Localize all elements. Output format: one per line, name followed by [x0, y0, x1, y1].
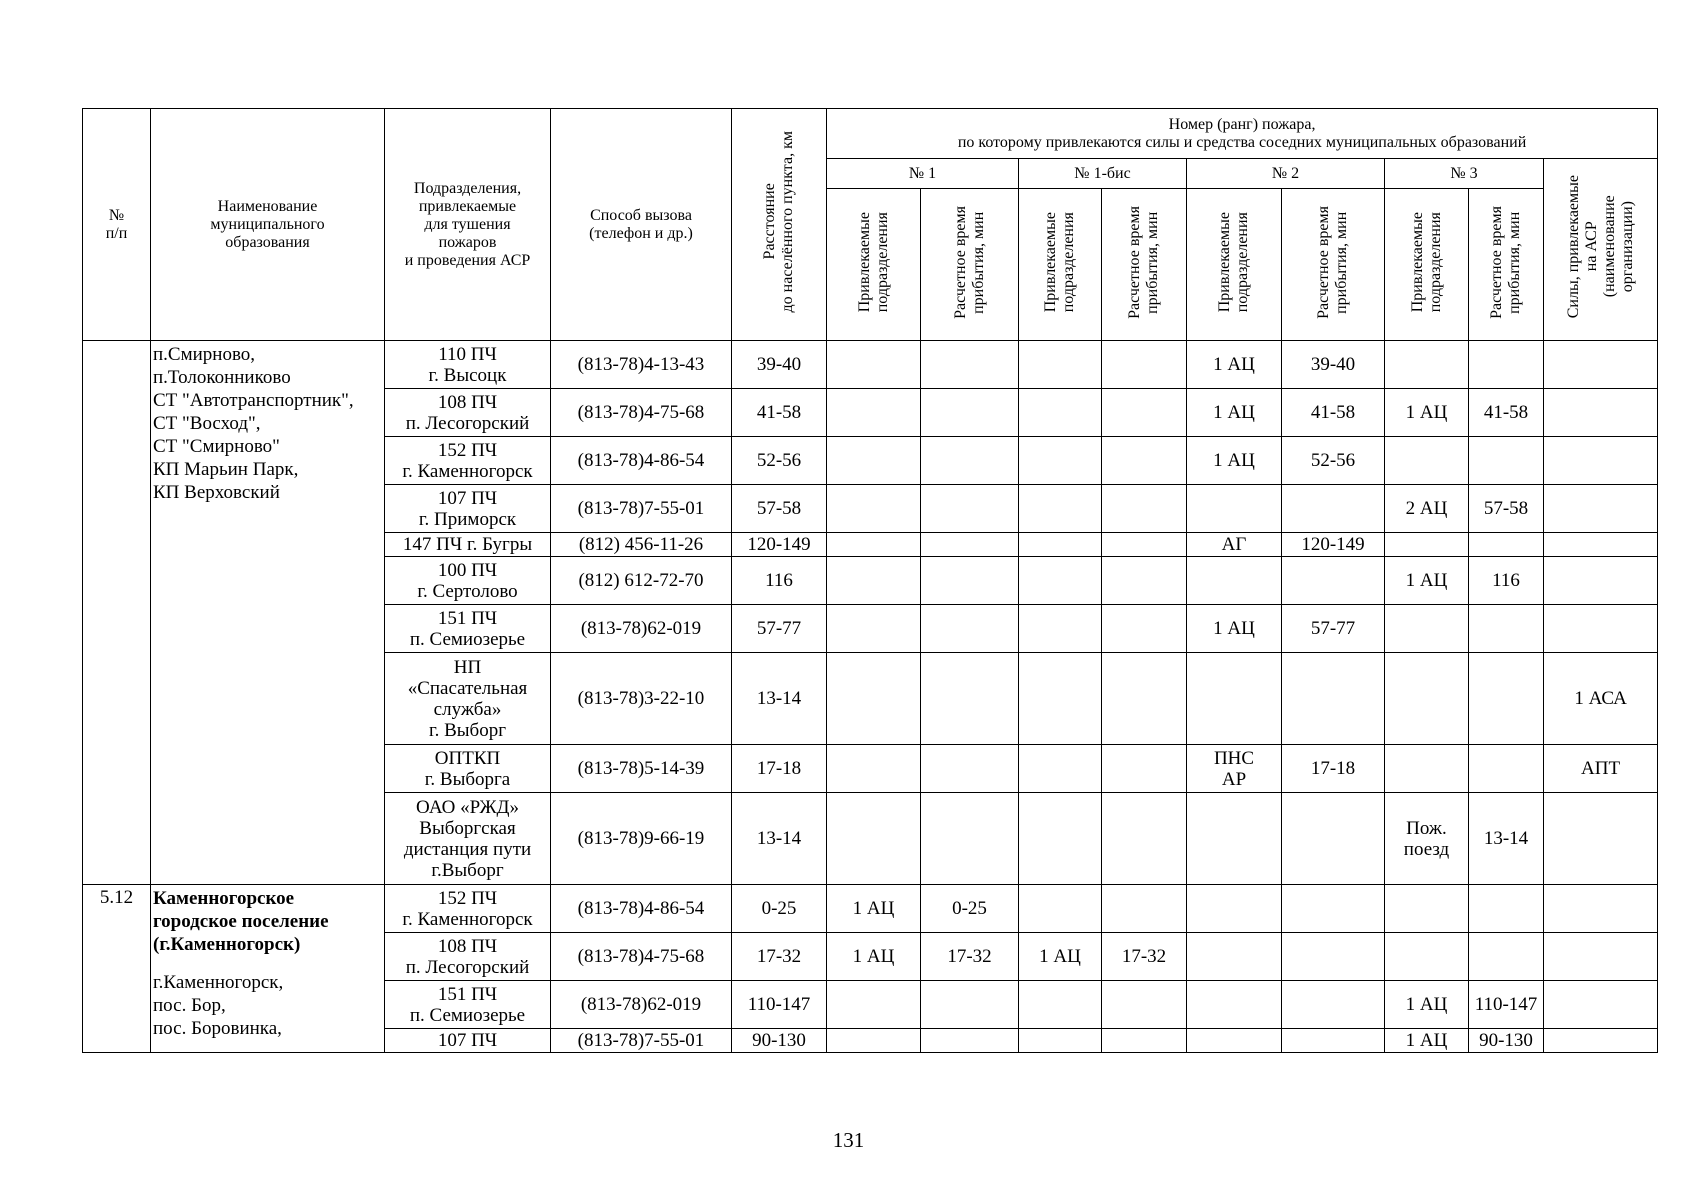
municipality-title: Каменногорское городское поселение (г.Каменногорск): [153, 888, 329, 955]
unit-cell: 152 ПЧ г. Каменногорск: [385, 437, 551, 485]
header-rank-2: № 2: [1187, 159, 1385, 189]
r3-units: [1385, 437, 1469, 485]
r2-units: ПНС АР: [1187, 745, 1282, 793]
asr-cell: АПТ: [1544, 745, 1658, 793]
phone-cell: (813-78)7-55-01: [551, 485, 732, 533]
r3-time: 57-58: [1469, 485, 1544, 533]
r3-time: [1469, 341, 1544, 389]
distance-cell: 17-32: [732, 933, 827, 981]
phone-cell: (813-78)62-019: [551, 981, 732, 1029]
r1b-units: [1019, 485, 1102, 533]
header-rank-1bis: № 1-бис: [1019, 159, 1187, 189]
header-r3-time: Расчетное время прибытия, мин: [1469, 189, 1544, 341]
r1b-units: [1019, 389, 1102, 437]
r1b-units: [1019, 793, 1102, 885]
r2-time: [1282, 557, 1385, 605]
r1-time: [921, 341, 1019, 389]
distance-cell: 17-18: [732, 745, 827, 793]
header-distance: Расстояние до населённого пункта, км: [732, 109, 827, 341]
r1-time: [921, 605, 1019, 653]
settlement-list: г.Каменногорск, пос. Бор, пос. Боровинка,: [153, 972, 284, 1039]
phone-cell: (813-78)4-86-54: [551, 885, 732, 933]
r1-time: [921, 485, 1019, 533]
r3-units: Пож. поезд: [1385, 793, 1469, 885]
header-rank-1: № 1: [827, 159, 1019, 189]
r1-units: 1 АЦ: [827, 885, 921, 933]
distance-cell: 13-14: [732, 793, 827, 885]
r1-units: [827, 437, 921, 485]
r3-units: 1 АЦ: [1385, 557, 1469, 605]
r3-units: [1385, 653, 1469, 745]
r3-time: [1469, 437, 1544, 485]
r3-units: [1385, 885, 1469, 933]
r1b-time: [1102, 485, 1187, 533]
r2-time: 52-56: [1282, 437, 1385, 485]
unit-cell: 107 ПЧ г. Приморск: [385, 485, 551, 533]
asr-cell: [1544, 1029, 1658, 1053]
phone-cell: (813-78)5-14-39: [551, 745, 732, 793]
r2-units: 1 АЦ: [1187, 605, 1282, 653]
r2-units: [1187, 653, 1282, 745]
r3-time: 90-130: [1469, 1029, 1544, 1053]
distance-cell: 39-40: [732, 341, 827, 389]
r1-time: [921, 437, 1019, 485]
asr-cell: [1544, 485, 1658, 533]
r1-units: 1 АЦ: [827, 933, 921, 981]
r1b-units: [1019, 745, 1102, 793]
phone-cell: (813-78)4-75-68: [551, 933, 732, 981]
r1b-time: [1102, 981, 1187, 1029]
phone-cell: (813-78)4-75-68: [551, 389, 732, 437]
header-r1b-time: Расчетное время прибытия, мин: [1102, 189, 1187, 341]
document-page: [82, 108, 1657, 1053]
asr-cell: [1544, 341, 1658, 389]
unit-cell: 147 ПЧ г. Бугры: [385, 533, 551, 557]
r2-time: 39-40: [1282, 341, 1385, 389]
r3-time: 110-147: [1469, 981, 1544, 1029]
phone-cell: (813-78)4-86-54: [551, 437, 732, 485]
r1-time: [921, 533, 1019, 557]
asr-cell: [1544, 933, 1658, 981]
phone-cell: (813-78)9-66-19: [551, 793, 732, 885]
header-call: Способ вызова (телефон и др.): [551, 109, 732, 341]
header-r3-units: Привлекаемые подразделения: [1385, 189, 1469, 341]
r1-time: 17-32: [921, 933, 1019, 981]
r3-time: 116: [1469, 557, 1544, 605]
distance-cell: 41-58: [732, 389, 827, 437]
unit-cell: ОПТКП г. Выборга: [385, 745, 551, 793]
fire-forces-table: [82, 108, 1658, 1053]
page-number: 131: [832, 1128, 865, 1152]
phone-cell: (812) 612-72-70: [551, 557, 732, 605]
r3-time: [1469, 885, 1544, 933]
r3-units: [1385, 605, 1469, 653]
r1b-time: [1102, 1029, 1187, 1053]
table-body: [83, 341, 1658, 1053]
r1b-units: 1 АЦ: [1019, 933, 1102, 981]
r2-units: 1 АЦ: [1187, 341, 1282, 389]
asr-cell: [1544, 605, 1658, 653]
asr-cell: [1544, 885, 1658, 933]
r1-time: [921, 557, 1019, 605]
header-mo: Наименование муниципального образования: [151, 109, 385, 341]
unit-cell: 151 ПЧ п. Семиозерье: [385, 981, 551, 1029]
phone-cell: (812) 456-11-26: [551, 533, 732, 557]
municipality-name: [151, 341, 385, 885]
r1b-units: [1019, 653, 1102, 745]
phone-cell: (813-78)4-13-43: [551, 341, 732, 389]
r1b-time: [1102, 793, 1187, 885]
r1-time: [921, 793, 1019, 885]
header-r1b-units: Привлекаемые подразделения: [1019, 189, 1102, 341]
r1-units: [827, 745, 921, 793]
asr-cell: [1544, 557, 1658, 605]
asr-cell: 1 АСА: [1544, 653, 1658, 745]
r1b-time: [1102, 389, 1187, 437]
asr-cell: [1544, 389, 1658, 437]
r2-time: [1282, 485, 1385, 533]
r1b-units: [1019, 557, 1102, 605]
r3-time: 41-58: [1469, 389, 1544, 437]
r2-units: [1187, 485, 1282, 533]
header-r2-units: Привлекаемые подразделения: [1187, 189, 1282, 341]
r2-time: [1282, 885, 1385, 933]
r1b-time: [1102, 533, 1187, 557]
r2-time: [1282, 653, 1385, 745]
row-number: 5.12: [83, 885, 151, 1053]
unit-cell: 151 ПЧ п. Семиозерье: [385, 605, 551, 653]
r1-units: [827, 533, 921, 557]
r2-time: 17-18: [1282, 745, 1385, 793]
r1-time: [921, 981, 1019, 1029]
r3-units: 1 АЦ: [1385, 1029, 1469, 1053]
r1-units: [827, 1029, 921, 1053]
r1b-units: [1019, 605, 1102, 653]
r2-time: 120-149: [1282, 533, 1385, 557]
asr-cell: [1544, 437, 1658, 485]
settlement-list: п.Смирново, п.Толоконниково СТ "Автотранспортник", СТ "Восход", СТ "Смирново" КП Марьин Парк, КП Верховский: [153, 344, 354, 503]
phone-cell: (813-78)3-22-10: [551, 653, 732, 745]
distance-cell: 13-14: [732, 653, 827, 745]
r1b-units: [1019, 341, 1102, 389]
distance-cell: 57-58: [732, 485, 827, 533]
header-asr: Силы, привлекаемые на АСР (наименование организации): [1544, 159, 1658, 341]
header-r2-time: Расчетное время прибытия, мин: [1282, 189, 1385, 341]
r3-time: [1469, 653, 1544, 745]
unit-cell: 100 ПЧ г. Сертолово: [385, 557, 551, 605]
r1b-time: [1102, 557, 1187, 605]
unit-cell: 110 ПЧ г. Высоцк: [385, 341, 551, 389]
r1b-units: [1019, 437, 1102, 485]
r1-units: [827, 389, 921, 437]
header-num: № п/п: [83, 109, 151, 341]
r3-units: 1 АЦ: [1385, 981, 1469, 1029]
unit-cell: НП «Спасательная служба» г. Выборг: [385, 653, 551, 745]
r1b-time: 17-32: [1102, 933, 1187, 981]
asr-cell: [1544, 533, 1658, 557]
r3-units: [1385, 933, 1469, 981]
r3-units: [1385, 341, 1469, 389]
r2-units: [1187, 1029, 1282, 1053]
r3-time: [1469, 933, 1544, 981]
r2-units: [1187, 933, 1282, 981]
unit-cell: 108 ПЧ п. Лесогорский: [385, 389, 551, 437]
r1-time: 0-25: [921, 885, 1019, 933]
r1b-time: [1102, 437, 1187, 485]
r3-time: [1469, 605, 1544, 653]
r1-units: [827, 793, 921, 885]
distance-cell: 120-149: [732, 533, 827, 557]
r1-time: [921, 653, 1019, 745]
r2-time: [1282, 981, 1385, 1029]
unit-cell: 152 ПЧ г. Каменногорск: [385, 885, 551, 933]
header-r1-units: Привлекаемые подразделения: [827, 189, 921, 341]
r1-units: [827, 653, 921, 745]
table-row: [83, 885, 1658, 933]
distance-cell: 116: [732, 557, 827, 605]
r3-time: [1469, 533, 1544, 557]
header-units: Подразделения, привлекаемые для тушения пожаров и проведения АСР: [385, 109, 551, 341]
header-rank-3: № 3: [1385, 159, 1544, 189]
r1-time: [921, 1029, 1019, 1053]
r1-units: [827, 485, 921, 533]
distance-cell: 90-130: [732, 1029, 827, 1053]
r2-time: [1282, 793, 1385, 885]
r1b-units: [1019, 981, 1102, 1029]
unit-cell: 108 ПЧ п. Лесогорский: [385, 933, 551, 981]
phone-cell: (813-78)62-019: [551, 605, 732, 653]
row-number: [83, 341, 151, 885]
r2-units: 1 АЦ: [1187, 389, 1282, 437]
r1-time: [921, 745, 1019, 793]
asr-cell: [1544, 793, 1658, 885]
r3-units: 1 АЦ: [1385, 389, 1469, 437]
r3-units: 2 АЦ: [1385, 485, 1469, 533]
r2-time: 57-77: [1282, 605, 1385, 653]
r1-units: [827, 605, 921, 653]
r2-units: [1187, 793, 1282, 885]
unit-cell: 107 ПЧ: [385, 1029, 551, 1053]
r3-units: [1385, 745, 1469, 793]
r2-units: АГ: [1187, 533, 1282, 557]
r1b-time: [1102, 653, 1187, 745]
r2-units: [1187, 981, 1282, 1029]
asr-cell: [1544, 981, 1658, 1029]
unit-cell: ОАО «РЖД» Выборгская дистанция пути г.Выборг: [385, 793, 551, 885]
header-rank-title: Номер (ранг) пожара, по которому привлекаются силы и средства соседних муниципальных образований: [827, 109, 1658, 159]
r3-units: [1385, 533, 1469, 557]
r1-units: [827, 981, 921, 1029]
r1b-time: [1102, 885, 1187, 933]
r1b-time: [1102, 605, 1187, 653]
r1-units: [827, 341, 921, 389]
r2-units: 1 АЦ: [1187, 437, 1282, 485]
r2-time: [1282, 1029, 1385, 1053]
distance-cell: 52-56: [732, 437, 827, 485]
r1b-units: [1019, 885, 1102, 933]
table-row: [83, 341, 1658, 389]
r2-time: 41-58: [1282, 389, 1385, 437]
r1b-time: [1102, 745, 1187, 793]
r2-units: [1187, 885, 1282, 933]
phone-cell: (813-78)7-55-01: [551, 1029, 732, 1053]
r1-time: [921, 389, 1019, 437]
distance-cell: 0-25: [732, 885, 827, 933]
header-r1-time: Расчетное время прибытия, мин: [921, 189, 1019, 341]
r3-time: 13-14: [1469, 793, 1544, 885]
r1b-units: [1019, 1029, 1102, 1053]
distance-cell: 110-147: [732, 981, 827, 1029]
r1b-time: [1102, 341, 1187, 389]
distance-cell: 57-77: [732, 605, 827, 653]
r2-units: [1187, 557, 1282, 605]
r1b-units: [1019, 533, 1102, 557]
r2-time: [1282, 933, 1385, 981]
r3-time: [1469, 745, 1544, 793]
municipality-name: [151, 885, 385, 1053]
r1-units: [827, 557, 921, 605]
